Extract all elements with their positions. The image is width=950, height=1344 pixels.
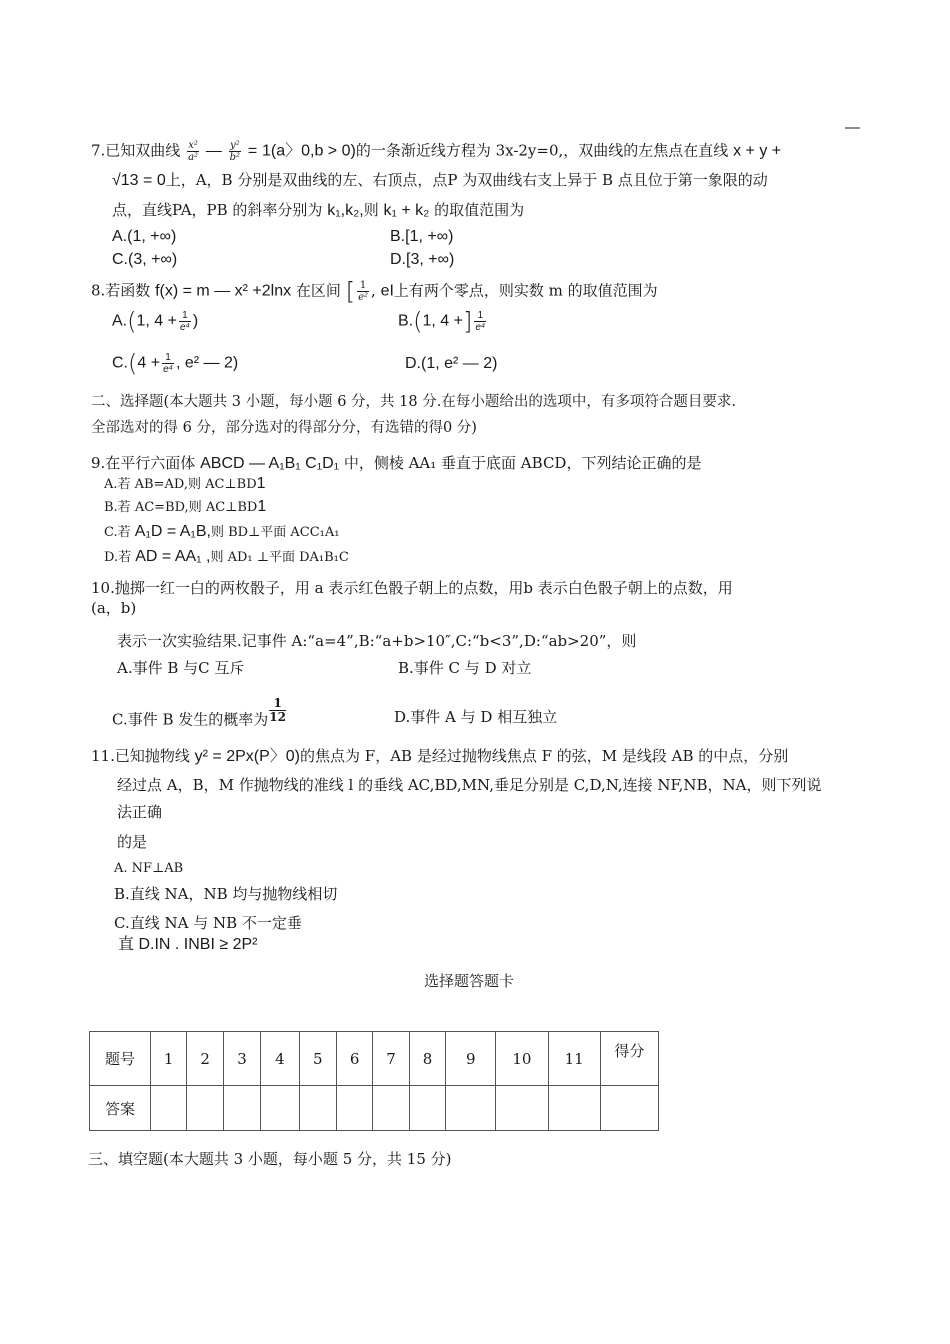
- q9-solid: ABCD — A₁B₁ C₁D₁: [200, 455, 340, 472]
- section-2-instructions: 全部选对的得 6 分，部分选对的得部分分，有选错的得0 分): [91, 420, 477, 436]
- q11-option-c[interactable]: C.直线 NA 与 NB 不一定垂: [114, 914, 302, 932]
- q10-option-b[interactable]: B.事件 C 与 D 对立: [398, 659, 532, 677]
- q7-text: 7.已知双曲线: [91, 141, 181, 160]
- q10-option-d[interactable]: D.事件 A 与 D 相互独立: [394, 708, 558, 726]
- q9-option-d-cond: AD = AA₁ ,: [135, 548, 211, 565]
- equals: =: [247, 142, 258, 160]
- table-row: [90, 1086, 659, 1131]
- q10-option-c[interactable]: [112, 696, 287, 734]
- question-number-cell: 1: [150, 1032, 186, 1086]
- x2-over-a2: $\frac{\text{x²}}{\text{a²}}$: [188, 140, 199, 163]
- q9-option-d-text: 则 AD₁ ⊥平面 DA₁B₁C: [210, 550, 349, 565]
- q9-option-a-tail: 1: [256, 475, 266, 492]
- q8-option-a-value: 1, 4 +: [136, 312, 177, 330]
- table-row: [90, 1032, 659, 1086]
- q7-line3: [112, 200, 524, 221]
- q7-text: 的取值范围为: [434, 201, 525, 219]
- q9-option-c-label: C.若: [104, 525, 131, 540]
- q11-option-d[interactable]: 直 D.IN . INBI ≥ 2P²: [118, 936, 258, 953]
- answer-cell-9[interactable]: [446, 1086, 496, 1131]
- q8-option-b-label: B.: [398, 312, 414, 330]
- q11-line2: 经过点 A，B，M 作抛物线的准线 l 的垂线 AC,BD,MN,垂足分别是 C,D,N,连接 NF,NB，NA，则下列说: [117, 776, 822, 794]
- corner-dash: —: [845, 119, 860, 136]
- q10-option-a[interactable]: A.事件 B 与C 互斥: [117, 659, 245, 677]
- q10-line3: 表示一次实验结果.记事件 A:“a=4”,B:“a+b>10″,C:“b<3”,D:“ab>20”，则: [117, 632, 637, 650]
- interval-right-e: eI: [380, 282, 394, 300]
- q9-text: 中，侧棱 AA₁ 垂直于底面 ABCD，下列结论正确的是: [343, 454, 702, 472]
- y2-over-b2: $\frac{\text{y²}}{\text{b²}}$: [229, 140, 241, 163]
- q7-line-eq: x + y +: [733, 142, 782, 160]
- q11-text: 11.已知抛物线: [91, 747, 190, 765]
- score-cell[interactable]: [600, 1086, 658, 1131]
- q7-option-a[interactable]: A.(1, +∞): [112, 228, 177, 245]
- q9-stem: [91, 453, 701, 474]
- q9-option-d[interactable]: [104, 547, 349, 568]
- q11-option-b[interactable]: B.直线 NA，NB 均与抛物线相切: [114, 885, 338, 903]
- q8-stem: 8.若函数 f(x) = m — x² +2lnx 在区间 [ $\frac{1}{\text{e²}}$ , eI上有两个零点，则实数 m 的取值范围为: [91, 277, 658, 306]
- q8-text: 在区间: [295, 281, 341, 300]
- q7-text: 上，A，B 分别是双曲线的左、右顶点，点P 为双曲线右支上异于 B 点且位于第一象限的动: [165, 171, 768, 189]
- answer-card-table: [89, 1031, 659, 1131]
- q11-option-a[interactable]: A. NF⊥AB: [114, 861, 184, 876]
- question-number-cell: 2: [187, 1032, 223, 1086]
- question-number-cell: 11: [548, 1032, 600, 1086]
- q8-option-a[interactable]: A.(1, 4 + $\frac{1}{\text{e⁴}}$ ): [112, 307, 199, 336]
- answer-cell-1[interactable]: [150, 1086, 186, 1131]
- q7-line2: [112, 170, 768, 191]
- answer-cell-5[interactable]: [299, 1086, 336, 1131]
- q7-text: 点，直线PA，PB 的斜率分别为: [112, 201, 323, 219]
- question-number-cell: 7: [373, 1032, 409, 1086]
- q8-option-c[interactable]: C.(4 + $\frac{1}{\text{e⁴}}$ , e² — 2): [112, 349, 239, 378]
- q7-line-eq-tail: √13 = 0: [112, 172, 166, 189]
- q7-option-d[interactable]: D.[3, +∞): [390, 251, 455, 268]
- question-number-cell: 5: [299, 1032, 336, 1086]
- answer-cell-8[interactable]: [409, 1086, 445, 1131]
- q7-slopes: k₁,k₂,: [327, 202, 364, 219]
- q9-option-a-text: A.若 AB=AD,则 AC⊥BD: [104, 477, 257, 492]
- q7-condition: 1(a〉0,b > 0): [261, 142, 356, 160]
- answer-cell-7[interactable]: [373, 1086, 409, 1131]
- answer-cell-4[interactable]: [261, 1086, 299, 1131]
- q7-text: 则: [363, 201, 379, 219]
- interval-left-bracket: [: [345, 277, 356, 306]
- q8-option-c-label: C.: [112, 354, 128, 372]
- q11-text: 的焦点为 F，AB 是经过抛物线焦点 F 的弦，M 是线段 AB 的中点，分别: [300, 747, 789, 765]
- q9-option-b-tail: 1: [257, 498, 267, 515]
- q8-option-c-tail: , e² — 2): [175, 354, 239, 372]
- q8-text: 8.若函数: [91, 281, 151, 300]
- q7-text: 的一条渐近线方程为 3x-2y=0,，双曲线的左焦点在直线: [355, 141, 729, 160]
- row-label-answer: 答案: [90, 1086, 151, 1131]
- q10-line1: 10.抛掷一红一白的两枚骰子，用 a 表示红色骰子朝上的点数，用b 表示白色骰子朝上的点数，用: [91, 579, 733, 597]
- question-number-cell: 10: [496, 1032, 548, 1086]
- q9-option-c[interactable]: [104, 522, 340, 543]
- question-number-cell: 6: [336, 1032, 372, 1086]
- section-2-heading: 二、选择题(本大题共 3 小题，每小题 6 分，共 18 分.在每小题给出的选项中，有多项符合题目要求.: [91, 394, 736, 410]
- q7-option-b[interactable]: B.[1, +∞): [390, 228, 454, 245]
- q8-text: 上有两个零点，则实数 m 的取值范围为: [393, 281, 658, 300]
- one-over-e4: $\frac{1}{\text{e⁴}}$: [179, 310, 190, 333]
- q9-option-d-label: D.若: [104, 550, 132, 565]
- q8-option-c-value: 4 +: [137, 354, 161, 372]
- q8-option-b-value: 1, 4 +: [422, 312, 463, 330]
- row-label-number: 题号: [90, 1032, 151, 1086]
- fraction-denominator: 12: [269, 710, 286, 724]
- q9-option-c-cond: A₁D = A₁B,: [134, 523, 211, 540]
- fraction-numerator: 1: [269, 697, 286, 711]
- q7-option-c[interactable]: C.(3, +∞): [112, 251, 178, 268]
- q8-option-b[interactable]: B.(1, 4 +] $\frac{1}{\text{e⁴}}$: [398, 307, 486, 336]
- answer-card-title: 选择题答题卡: [424, 972, 515, 990]
- one-over-twelve: [269, 697, 286, 724]
- one-over-e2: $\frac{1}{\text{e²}}$: [358, 280, 369, 303]
- score-label-cell: 得分: [600, 1032, 658, 1086]
- answer-cell-2[interactable]: [187, 1086, 223, 1131]
- q10-line2: (a，b): [91, 599, 137, 617]
- q8-function: f(x) = m — x² +2lnx: [155, 282, 292, 300]
- q11-parabola: y² = 2Px(P〉0): [194, 748, 301, 765]
- question-number-cell: 3: [223, 1032, 260, 1086]
- q9-option-c-text: 则 BD⊥平面 ACC₁A₁: [210, 525, 340, 540]
- q7-slope-sum: k₁ + k₂: [383, 202, 430, 219]
- q11-line1: [91, 746, 788, 767]
- q11-line3: 法正确: [117, 803, 163, 821]
- question-number-cell: 4: [261, 1032, 299, 1086]
- q8-option-a-label: A.: [112, 312, 128, 330]
- question-number-cell: 9: [446, 1032, 496, 1086]
- q9-option-b-text: B.若 AC=BD,则 AC⊥BD: [104, 500, 258, 515]
- q9-text: 9.在平行六面体: [91, 454, 196, 472]
- q7-line1: 7.已知双曲线 $\frac{\text{x²}}{\text{a²}}$ — $\frac{\text{y²}}{\text{b²}}$ = 1(a〉0,b > 0)的一条渐近线方程为 3x-2y=0,，双曲线的左焦点在直线 x + y +: [91, 140, 782, 163]
- q10-option-c-text: C.事件 B 发生的概率为: [112, 710, 269, 729]
- answer-cell-6[interactable]: [336, 1086, 372, 1131]
- answer-cell-3[interactable]: [223, 1086, 260, 1131]
- q8-option-d[interactable]: D.(1, e² — 2): [405, 355, 498, 372]
- q9-option-b[interactable]: [104, 497, 266, 518]
- q11-line4: 的是: [117, 833, 148, 851]
- one-over-e4: $\frac{1}{\text{e⁴}}$: [163, 352, 173, 375]
- section-3-heading: 三、填空题(本大题共 3 小题，每小题 5 分，共 15 分): [88, 1150, 452, 1168]
- answer-cell-10[interactable]: [496, 1086, 548, 1131]
- q9-option-a[interactable]: [104, 474, 266, 495]
- one-over-e4: $\frac{1}{\text{e⁴}}$: [475, 310, 486, 333]
- answer-cell-11[interactable]: [548, 1086, 600, 1131]
- question-number-cell: 8: [409, 1032, 445, 1086]
